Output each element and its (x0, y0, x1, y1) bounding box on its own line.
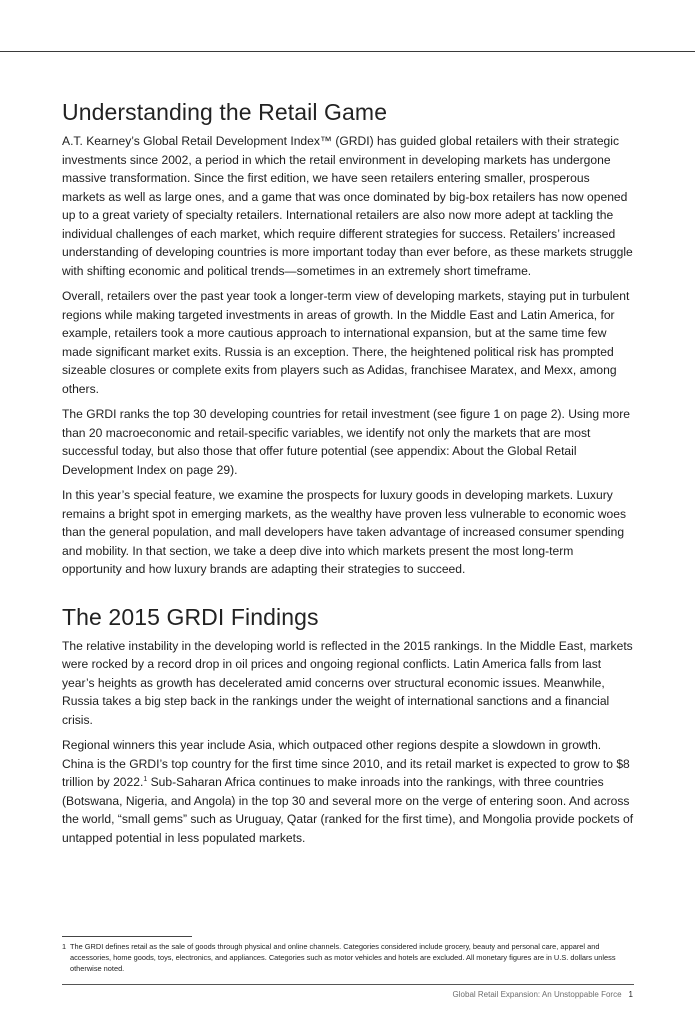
footnote-text: The GRDI defines retail as the sale of goods through physical and online channels. Categories considered include grocery, beauty and personal care, apparel and accessories, home goods, toys, electronics, and appliances. Categories such as motor vehicles and hotels are excluded. All monetary figures are in U.S. dollars unless otherwise noted. (70, 942, 616, 973)
paragraph: Overall, retailers over the past year took a longer-term view of developing markets, staying put in turbulent regions while making targeted investments in areas of growth. In the Middle East and Latin America, for example, retailers took a more cautious approach to international expansion, but at the same time few made significant market exits. Russia is an exception. There, the heightened political risk has prompted sizeable closures or complete exits from players such as Adidas, franchisee Maratex, and Mexx, among others. (62, 289, 630, 396)
bottom-divider (62, 984, 634, 985)
section-heading-understanding: Understanding the Retail Game (62, 99, 388, 125)
section-heading-findings: The 2015 GRDI Findings (62, 603, 319, 630)
footnote-reference: 1 (143, 775, 148, 783)
page-number: 1 (628, 990, 633, 999)
paragraph: The relative instability in the developing world is reflected in the 2015 rankings. In the Middle East, markets were rocked by a record drop in oil prices and ongoing regional conflicts. Latin America falls from last year’s heights as growth has decelerated amid concerns over structural economic issues. Meanwhile, Russia takes a big step back in the rankings under the weight of international sanctions and a financial crisis. (62, 638, 633, 727)
footnote (62, 941, 627, 974)
paragraph (62, 736, 634, 847)
article-body (62, 98, 634, 854)
page-footer (453, 990, 633, 999)
paragraph: A.T. Kearney’s Global Retail Development Index™ (GRDI) has guided global retailers with their strategic investments since 2002, a period in which the retail environment in developing markets has undergone massive transformation. Since the first edition, we have seen retailers entering smaller, prosperous markets as well as large ones, and a game that was once dominated by big-box retailers has now opened up to a great variety of specialty retailers. International retailers are also now more adept at tackling the individual challenges of each market, which require different strategies for success. Retailers’ increased understanding of developing countries is more important today than ever before, as these markets struggle with shifting economic and political trends—sometimes in an extremely short timeframe. (62, 134, 633, 278)
paragraph-text: Sub-Saharan Africa continues to make inroads into the rankings, with three countries (Botswana, Nigeria, and Angola) in the top 30 and several more on the verge of entering soon. And across the world, “small gems” such as Uruguay, Qatar (ranked for the first time), and Mongolia provide pockets of untapped potential in less populated markets. (62, 775, 634, 845)
top-divider (0, 51, 695, 52)
paragraph: In this year’s special feature, we examine the prospects for luxury goods in developing markets. Luxury remains a bright spot in emerging markets, as the wealthy have proven less vulnerable to economic woes than the general population, and mall developers have taken advantage of increased consumer spending and mobility. In that section, we take a deep dive into which markets present the most long-term opportunity and how luxury brands are adapting their strategies to succeed. (62, 488, 626, 576)
paragraph: The GRDI ranks the top 30 developing countries for retail investment (see figure 1 on page 2). Using more than 20 macroeconomic and retail-specific variables, we identify not only the markets that are most successful today, but also those that offer future potential (see appendix: About the Global Retail Development Index on page 29). (62, 407, 631, 477)
footnote-mark: 1 (62, 942, 67, 951)
footnote-divider (62, 936, 192, 937)
footer-title: Global Retail Expansion: An Unstoppable Force (452, 990, 622, 999)
paragraph-text: Regional winners this year include Asia, which outpaced other regions despite a slowdown in growth. China is the GRDI’s top country for the first time since 2010, and its retail market is expected to grow to $8 trillion by 2022. (62, 738, 630, 789)
